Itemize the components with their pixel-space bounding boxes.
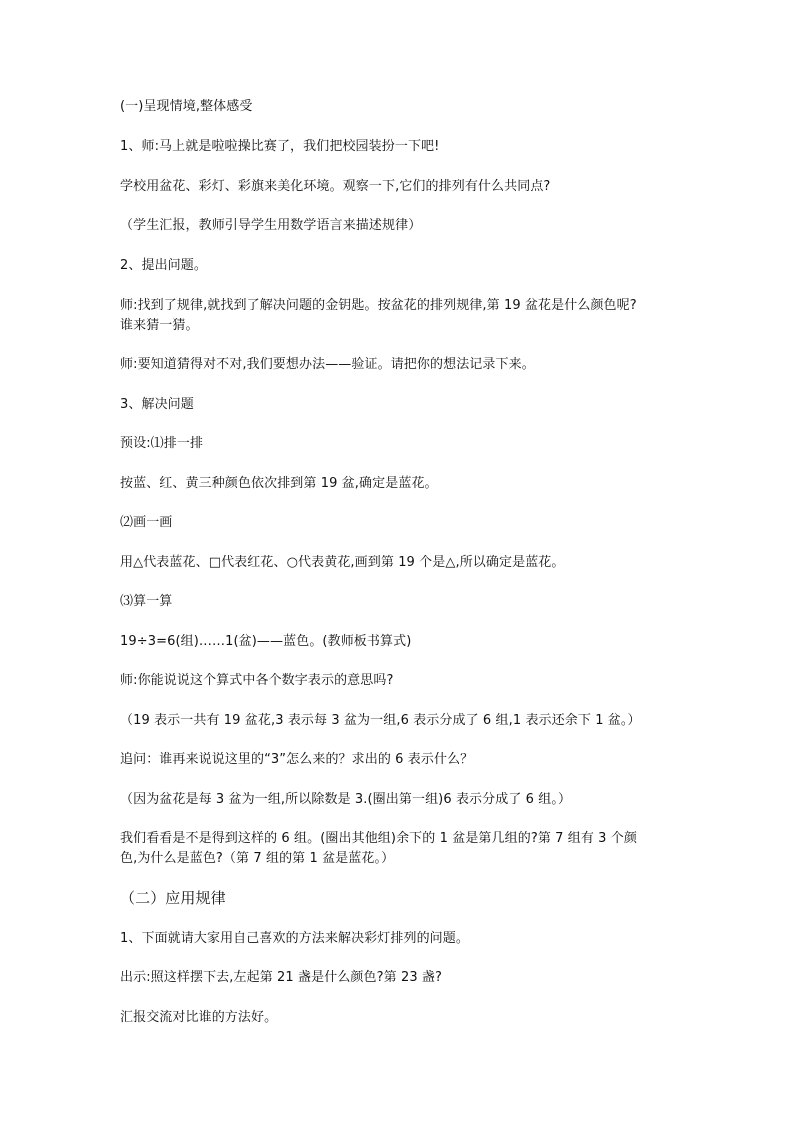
paragraph-5: 师:找到了规律,就找到了解决问题的金钥匙。按盆花的排列规律,第 19 盆花是什么颜色呢? 谁来猜一猜。 [120,298,637,333]
paragraph-13: 19÷3=6(组)……1(盆)——蓝色。(教师板书算式) [120,634,412,649]
paragraph-10: ⑵画一画 [120,515,173,530]
paragraph-18: 我们看看是不是得到这样的 6 组。(圈出其他组)余下的 1 盆是第几组的?第 7 组有 3 个颜 色,为什么是蓝色?（第 7 组的第 1 盆是蓝花。） [120,831,637,866]
paragraph-6: 师:要知道猜得对不对,我们要想办法——验证。请把你的想法记录下来。 [120,357,535,372]
paragraph-9: 按蓝、红、黄三种颜色依次排到第 19 盆,确定是蓝花。 [120,476,438,491]
section-heading-2: （二）应用规律 [120,889,226,907]
paragraph-12: ⑶算一算 [120,594,173,609]
paragraph-11: 用△代表蓝花、□代表红花、○代表黄花,画到第 19 个是△,所以确定是蓝花。 [120,555,565,570]
paragraph-7: 3、解决问题 [120,397,194,412]
paragraph-3: （学生汇报，教师引导学生用数学语言来描述规律） [120,218,422,233]
paragraph-20: 出示:照这样摆下去,左起第 21 盏是什么颜色?第 23 盏? [120,970,443,985]
paragraph-15: （19 表示一共有 19 盆花,3 表示每 3 盆为一组,6 表示分成了 6 组,1 表示还余下 1 盆。） [120,713,641,728]
paragraph-4: 2、提出问题。 [120,258,207,273]
paragraph-2: 学校用盆花、彩灯、彩旗来美化环境。观察一下,它们的排列有什么共同点? [120,179,551,194]
section-heading-1: (一)呈现情境,整体感受 [120,99,253,114]
paragraph-8: 预设:⑴排一排 [120,436,204,451]
paragraph-14: 师:你能说说这个算式中各个数字表示的意思吗? [120,673,394,688]
paragraph-19: 1、下面就请大家用自己喜欢的方法来解决彩灯排列的问题。 [120,931,469,946]
paragraph-1: 1、师:马上就是啦啦操比赛了，我们把校园装扮一下吧! [120,139,440,154]
paragraph-17: （因为盆花是每 3 盆为一组,所以除数是 3.(圈出第一组)6 表示分成了 6 组。） [120,792,572,807]
paragraph-16: 追问：谁再来说说这里的“3”怎么来的？求出的 6 表示什么？ [120,752,474,767]
paragraph-21: 汇报交流对比谁的方法好。 [120,1010,278,1025]
